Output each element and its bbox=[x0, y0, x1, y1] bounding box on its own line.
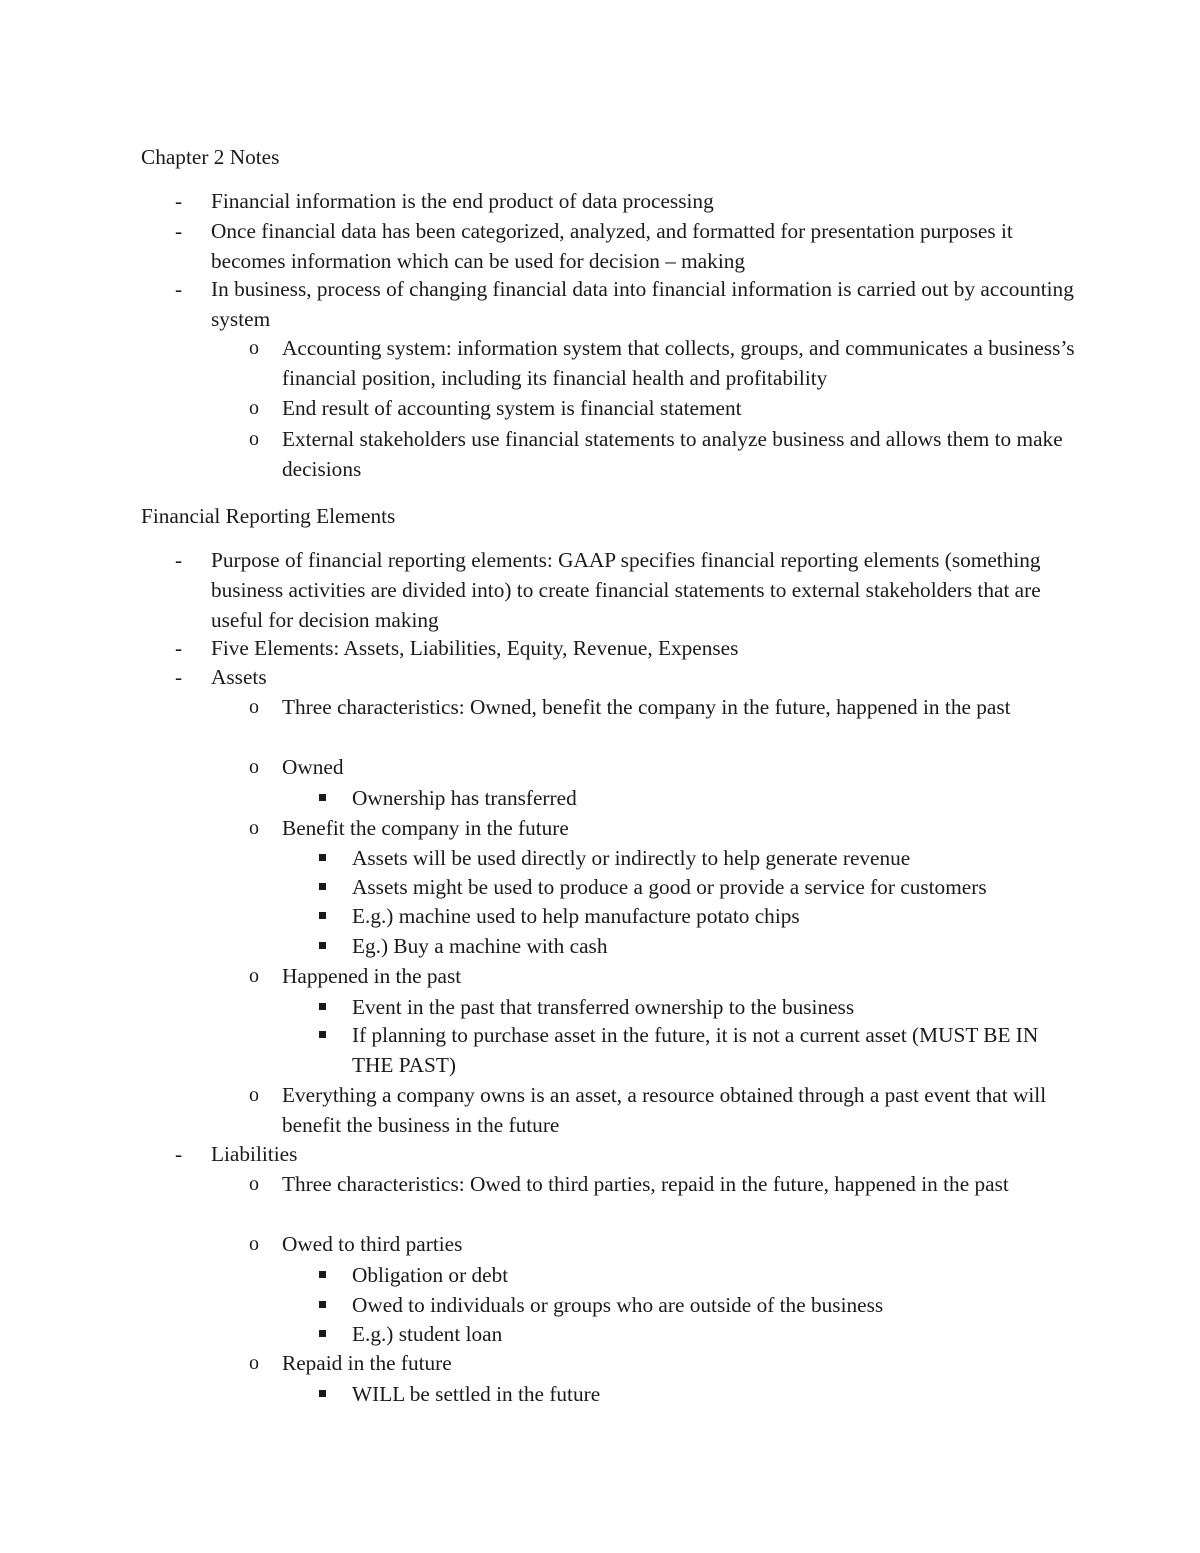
list-item bbox=[249, 333, 1082, 393]
circle-bullet: o bbox=[249, 397, 259, 419]
list-item bbox=[249, 813, 1082, 843]
list-item-text: Owed to third parties bbox=[282, 1232, 463, 1256]
list-item-text: Owed to individuals or groups who are outside of the business bbox=[352, 1293, 884, 1317]
list-item bbox=[352, 901, 1082, 931]
circle-bullet: o bbox=[249, 1173, 259, 1195]
list-item-text: Purpose of financial reporting elements: GAAP specifies financial reporting elements (something business activities are divided into) to create financial statements to external stakeholders that are useful for decision making bbox=[211, 548, 1041, 632]
list-item-text: Assets bbox=[211, 665, 267, 689]
list-item-text: External stakeholders use financial statements to analyze business and allows them to make decisions bbox=[282, 427, 1063, 481]
list-item bbox=[352, 872, 1082, 902]
square-bullet bbox=[319, 1271, 326, 1278]
square-bullet bbox=[319, 1390, 326, 1397]
circle-bullet: o bbox=[249, 1084, 259, 1106]
circle-bullet: o bbox=[249, 817, 259, 839]
list-item-text: WILL be settled in the future bbox=[352, 1382, 601, 1406]
square-bullet bbox=[319, 1031, 326, 1038]
list-item-text: Three characteristics: Owed to third parties, repaid in the future, happened in the past bbox=[282, 1172, 1009, 1196]
list-item-text: Eg.) Buy a machine with cash bbox=[352, 934, 608, 958]
list-item bbox=[249, 1080, 1082, 1140]
chapter-title: Chapter 2 Notes bbox=[141, 145, 280, 169]
list-item-text: Obligation or debt bbox=[352, 1263, 509, 1287]
circle-bullet: o bbox=[249, 1233, 259, 1255]
list-item bbox=[249, 1169, 1082, 1199]
list-item bbox=[352, 1020, 1082, 1080]
square-bullet bbox=[319, 883, 326, 890]
list-item bbox=[352, 1379, 1082, 1409]
list-item bbox=[352, 1319, 1082, 1349]
list-item bbox=[352, 1290, 1082, 1320]
dash-bullet: - bbox=[175, 219, 183, 243]
list-item-text: Financial information is the end product of data processing bbox=[211, 189, 714, 213]
list-item-text: Assets might be used to produce a good or provide a service for customers bbox=[352, 875, 987, 899]
list-item-text: Assets will be used directly or indirectly to help generate revenue bbox=[352, 846, 911, 870]
list-item-text: End result of accounting system is financial statement bbox=[282, 396, 742, 420]
circle-bullet: o bbox=[249, 337, 259, 359]
list-item bbox=[352, 783, 1082, 813]
dash-bullet: - bbox=[175, 665, 183, 689]
circle-bullet: o bbox=[249, 756, 259, 778]
square-bullet bbox=[319, 854, 326, 861]
list-item bbox=[175, 545, 1081, 635]
list-item bbox=[249, 961, 1082, 991]
square-bullet bbox=[319, 942, 326, 949]
list-item-text: Ownership has transferred bbox=[352, 786, 577, 810]
circle-bullet: o bbox=[249, 428, 259, 450]
dash-bullet: - bbox=[175, 277, 183, 301]
list-item-text: E.g.) student loan bbox=[352, 1322, 503, 1346]
dash-bullet: - bbox=[175, 548, 183, 572]
circle-bullet: o bbox=[249, 1352, 259, 1374]
list-item bbox=[249, 692, 1082, 722]
square-bullet bbox=[319, 1003, 326, 1010]
list-item bbox=[249, 424, 1082, 484]
list-item-text: Repaid in the future bbox=[282, 1351, 452, 1375]
square-bullet bbox=[319, 912, 326, 919]
list-item bbox=[175, 633, 1081, 663]
list-item bbox=[175, 274, 1081, 334]
dash-bullet: - bbox=[175, 189, 183, 213]
section-title: Financial Reporting Elements bbox=[141, 504, 396, 528]
dash-bullet: - bbox=[175, 636, 183, 660]
square-bullet bbox=[319, 794, 326, 801]
list-item-text: Once financial data has been categorized, analyzed, and formatted for presentation purposes it becomes information which can be used for decision – making bbox=[211, 219, 1013, 273]
list-item bbox=[352, 1260, 1082, 1290]
list-item-text: E.g.) machine used to help manufacture potato chips bbox=[352, 904, 800, 928]
list-item bbox=[352, 843, 1082, 873]
list-item bbox=[175, 186, 1081, 216]
list-item-text: Three characteristics: Owned, benefit the company in the future, happened in the past bbox=[282, 695, 1011, 719]
list-item-text: Accounting system: information system that collects, groups, and communicates a business’s financial position, including its financial health and profitability bbox=[282, 336, 1075, 390]
list-item-text: Five Elements: Assets, Liabilities, Equity, Revenue, Expenses bbox=[211, 636, 739, 660]
list-item bbox=[175, 662, 1081, 692]
list-item bbox=[249, 752, 1082, 782]
dash-bullet: - bbox=[175, 1142, 183, 1166]
list-item bbox=[175, 1139, 1081, 1169]
list-item bbox=[352, 931, 1082, 961]
list-item-text: Event in the past that transferred ownership to the business bbox=[352, 995, 855, 1019]
list-item bbox=[352, 992, 1082, 1022]
list-item-text: If planning to purchase asset in the future, it is not a current asset (MUST BE IN THE PAST) bbox=[352, 1023, 1039, 1077]
circle-bullet: o bbox=[249, 965, 259, 987]
list-item bbox=[175, 216, 1081, 276]
square-bullet bbox=[319, 1330, 326, 1337]
list-item-text: Owned bbox=[282, 755, 344, 779]
list-item-text: Everything a company owns is an asset, a resource obtained through a past event that will benefit the business in the future bbox=[282, 1083, 1047, 1137]
list-item-text: In business, process of changing financial data into financial information is carried out by accounting system bbox=[211, 277, 1074, 331]
list-item bbox=[249, 1348, 1082, 1378]
list-item-text: Benefit the company in the future bbox=[282, 816, 569, 840]
square-bullet bbox=[319, 1301, 326, 1308]
circle-bullet: o bbox=[249, 696, 259, 718]
list-item bbox=[249, 393, 1082, 423]
list-item-text: Happened in the past bbox=[282, 964, 462, 988]
list-item-text: Liabilities bbox=[211, 1142, 298, 1166]
list-item bbox=[249, 1229, 1082, 1259]
